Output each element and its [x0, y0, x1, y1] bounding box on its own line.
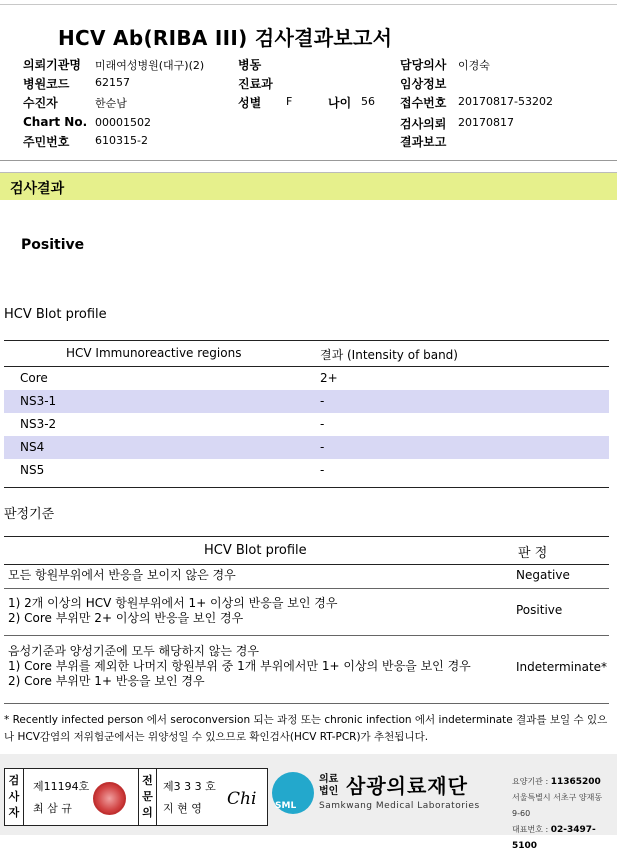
criteria-title: 판정기준 [4, 507, 55, 522]
request-label: 검사의뢰 [400, 117, 447, 131]
table-row [4, 565, 609, 589]
criteria-line: 음성기준과 양성기준에 모두 해당하지 않는 경우 [8, 644, 259, 658]
id-label: 주민번호 [23, 135, 70, 149]
id-value: 610315-2 [95, 134, 148, 147]
criteria-line: 1) Core 부위를 제외한 나머지 항원부위 중 1개 부위에서만 1+ 이상의 반응을 보인 경우 [8, 659, 471, 673]
doctor-label: 담당의사 [400, 58, 447, 72]
criteria-line: 2) Core 부위만 2+ 이상의 반응을 보인 경우 [8, 611, 244, 625]
organization-logo [272, 770, 612, 851]
inspector-number: 제11194호 [33, 780, 90, 793]
region-cell: NS3-1 [20, 394, 57, 408]
footnote: * Recently infected person 에서 seroconversion 되는 과정 또는 chronic infection 에서 indeterminate 결과를 보일 수 있으나 HCV감염의 저위험군에서는 위양성일 수 있으므로 확인검사(HCV RT-PCR)가 추천됩니다. [4, 714, 608, 743]
institution-value: 미래여성병원(대구)(2) [95, 59, 205, 72]
doctor-value: 이경숙 [458, 59, 490, 72]
org-name: 삼광의료재단 [346, 774, 468, 798]
criteria-col-profile: HCV Blot profile [204, 543, 307, 558]
patient-value: 한순남 [95, 97, 127, 110]
signature-mark: Chi [227, 789, 257, 809]
report-label: 결과보고 [400, 135, 447, 149]
table-row [4, 636, 609, 704]
ward-label: 병동 [238, 58, 262, 72]
table-row [4, 459, 609, 482]
region-cell: NS4 [20, 440, 45, 454]
inspector-name: 최 삼 규 [33, 802, 72, 815]
region-cell: Core [20, 371, 48, 385]
blot-table-bottom-rule [4, 487, 609, 488]
receipt-value: 20170817-53202 [458, 95, 553, 108]
code-value: 62157 [95, 76, 130, 89]
criteria-table [4, 536, 609, 704]
request-value: 20170817 [458, 116, 514, 129]
table-row [4, 413, 609, 436]
result-cell: 2+ [320, 371, 338, 385]
specialist-name: 지 현 영 [163, 802, 202, 815]
specialist-number: 제3 3 3 호 [163, 780, 216, 793]
result-value: Positive [21, 237, 85, 253]
org-type-line2: 법인 [319, 786, 339, 797]
blot-col-regions: HCV Immunoreactive regions [66, 346, 242, 360]
org-type-line1: 의료 [319, 774, 339, 785]
institution-label: 의뢰기관명 [23, 58, 81, 72]
org-contact [512, 774, 612, 854]
inspector-label: 검사자 [5, 769, 24, 825]
dept-label: 진료과 [238, 77, 273, 91]
org-english-name: Samkwang Medical Laboratories [319, 801, 480, 811]
table-row [4, 367, 609, 390]
signature-box [4, 768, 268, 826]
code-label: 병원코드 [23, 77, 70, 91]
criteria-line: 모든 항원부위에서 반응을 보이지 않은 경우 [8, 568, 236, 582]
sex-label: 성별 [238, 96, 262, 110]
region-cell: NS5 [20, 463, 45, 477]
result-cell: - [320, 440, 325, 454]
judgement-cell: Positive [516, 603, 563, 617]
blot-profile-title: HCV Blot profile [4, 307, 107, 322]
contact-code-label: 요양기관 : [512, 777, 551, 786]
chart-value: 00001502 [95, 116, 151, 129]
receipt-label: 접수번호 [400, 96, 447, 110]
result-cell: - [320, 394, 325, 408]
criteria-line: 1) 2개 이상의 HCV 항원부위에서 1+ 이상의 반응을 보인 경우 [8, 596, 338, 610]
sml-logo-icon [272, 772, 314, 814]
contact-phone-label: 대표번호 : [512, 825, 551, 834]
table-row [4, 436, 609, 459]
chart-label: Chart No. [23, 115, 88, 129]
top-rule [0, 4, 617, 5]
report-title: HCV Ab(RIBA III) 검사결과보고서 [58, 26, 393, 50]
patient-label: 수진자 [23, 96, 58, 110]
region-cell: NS3-2 [20, 417, 57, 431]
blot-table [4, 340, 609, 482]
header-divider [0, 160, 617, 161]
logo-text: SML [275, 801, 297, 811]
org-type [319, 774, 338, 798]
clinical-label: 임상정보 [400, 77, 447, 91]
specialist-label: 전문의 [138, 769, 157, 825]
criteria-col-judgement: 판 정 [518, 546, 548, 561]
judgement-cell: Indeterminate* [516, 660, 608, 674]
seal-stamp [93, 782, 126, 815]
result-cell: - [320, 463, 325, 477]
contact-code-value: 11365200 [550, 777, 601, 787]
sex-value: F [286, 95, 293, 108]
result-section-label: 검사결과 [10, 181, 65, 197]
table-row [4, 390, 609, 413]
criteria-line: 2) Core 부위만 1+ 반응을 보인 경우 [8, 674, 205, 688]
criteria-table-header [4, 537, 609, 565]
judgement-cell: Negative [516, 568, 570, 582]
table-row [4, 589, 609, 636]
blot-col-result: 결과 (Intensity of band) [320, 348, 458, 362]
result-section-header [0, 172, 617, 200]
contact-address: 서울특별시 서초구 양재동 9-60 [512, 793, 603, 818]
result-cell: - [320, 417, 325, 431]
age-label: 나이 [328, 96, 352, 110]
contact-phone-value: 02-3497-5100 [512, 825, 596, 851]
age-value: 56 [361, 95, 375, 108]
blot-table-header [4, 340, 609, 367]
